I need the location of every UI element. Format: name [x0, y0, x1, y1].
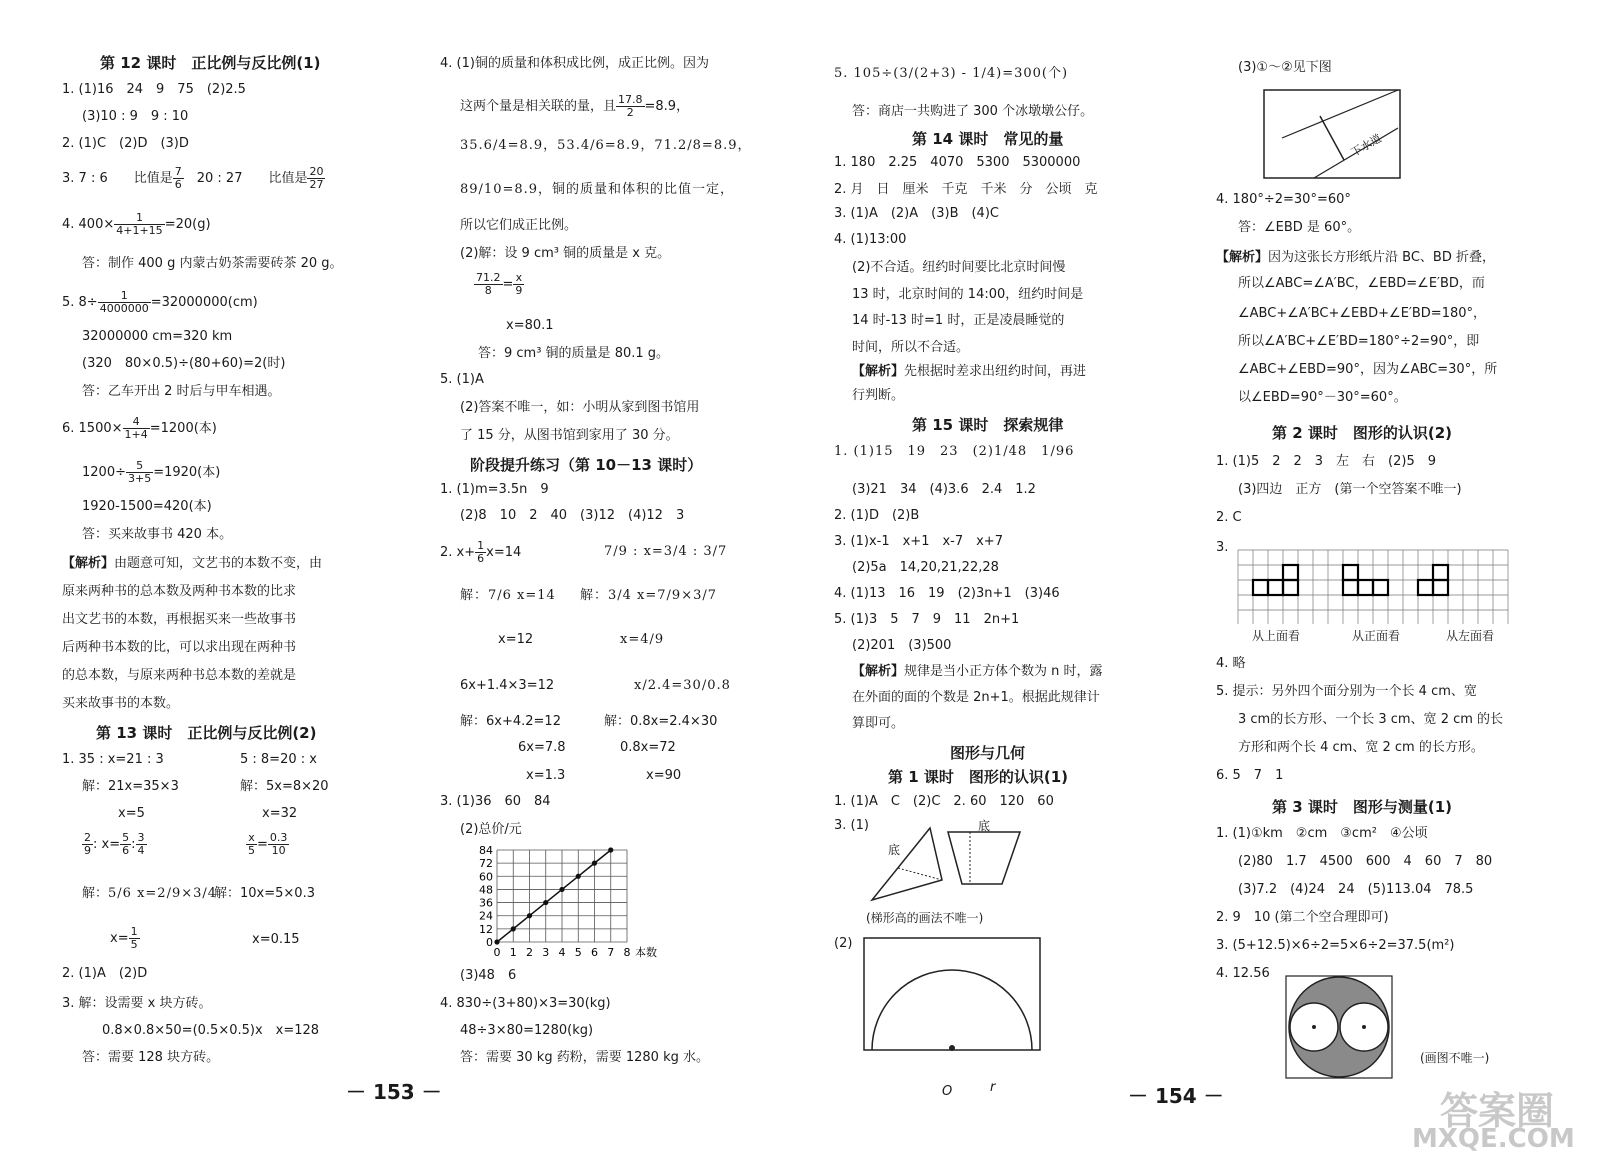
- lesson-14-title: 第 14 课时 常见的量: [912, 130, 1064, 148]
- answer-line: 1. (1)16 24 9 75 (2)2.5: [62, 82, 246, 97]
- answer-line: (3)10 : 9 9 : 10: [82, 109, 189, 124]
- answer-line: 3. 7 : 6 比值是 $\frac{7}{6}$ 20 : 27 比值是 $\frac{20}{27}$: [62, 165, 324, 191]
- answer-line: 1. (1)15 19 23 (2)1/48 1/96: [834, 444, 1075, 459]
- answer-line: $\frac{71.2}{8}$ = $\frac{x}{9}$: [476, 271, 523, 297]
- y-tick-label: 84: [479, 844, 493, 857]
- data-point: [527, 913, 532, 918]
- center-dot: [1312, 1025, 1316, 1029]
- answer-line: x=90: [646, 768, 682, 783]
- x-tick-label: 6: [591, 946, 598, 959]
- x-tick-label: 1: [509, 946, 517, 959]
- answer-line: (2)解：设 9 cm³ 铜的质量是 x 克。: [460, 246, 671, 261]
- answer-line: 14 时-13 时=1 时，正是凌晨睡觉的: [852, 313, 1065, 328]
- answer-line: 5. (1)A: [440, 372, 484, 387]
- answer-line: 0.8x=72: [620, 740, 676, 755]
- page-number: － 154 －: [1128, 1084, 1224, 1108]
- view-square: [1283, 580, 1298, 595]
- answer-line: 所以它们成正比例。: [460, 218, 578, 233]
- data-point: [511, 926, 516, 931]
- answer-line: x= $\frac{1}{5}$: [110, 925, 138, 951]
- view-square: [1358, 580, 1373, 595]
- answer-line: 解：5/6 x=2/9×3/4: [82, 886, 218, 901]
- answer-line: (320 80×0.5)÷(80+60)=2(时): [82, 356, 286, 371]
- figure-caption: (画图不唯一): [1420, 1051, 1490, 1065]
- answer-line: 答：∠EBD 是 60°。: [1238, 220, 1361, 235]
- answer-line: 解：7/6 x=14: [460, 588, 556, 603]
- answer-line: 方形和两个长 4 cm、宽 2 cm 的长方形。: [1238, 740, 1484, 755]
- y-tick-label: 60: [479, 870, 493, 884]
- answer-line: 2. x+ $\frac{1}{6}$ x=14: [440, 539, 522, 565]
- answer-line: 1. (1)m=3.5n 9: [440, 482, 549, 497]
- answer-line: 解：10x=5×0.3: [214, 886, 315, 901]
- answer-line: x=32: [262, 806, 298, 821]
- answer-line: x=12: [498, 632, 534, 647]
- answer-line: 1. 35 : x=21 : 3: [62, 752, 164, 767]
- lesson-13-title: 第 13 课时 正比例与反比例(2): [96, 724, 317, 742]
- watermark-logo: 答案圈: [1440, 1089, 1555, 1133]
- triangle-height: [898, 868, 942, 880]
- answer-line: 时间，所以不合适。: [852, 340, 970, 355]
- lesson-15-title: 第 15 课时 探索规律: [912, 416, 1064, 434]
- analysis-line: 买来故事书的本数。: [62, 696, 180, 711]
- data-point: [543, 900, 548, 905]
- analysis-line: 的总本数，与原来两种书总本数的差就是: [62, 668, 297, 683]
- base-label: 底: [888, 843, 901, 857]
- answer-line: 6x+1.4×3=12: [460, 678, 555, 693]
- view-square: [1268, 580, 1283, 595]
- answer-line: x=5: [118, 806, 145, 821]
- view-square: [1418, 580, 1433, 595]
- answer-line: (2)不合适。纽约时间要比北京时间慢: [852, 260, 1066, 275]
- y-tick-label: 48: [479, 883, 493, 897]
- analysis-line: 所以∠ABC=∠A′BC，∠EBD=∠E′BD，而: [1238, 276, 1485, 291]
- data-point: [576, 874, 581, 879]
- answer-line: (3)21 34 (4)3.6 2.4 1.2: [852, 482, 1036, 497]
- y-tick-label: 72: [479, 857, 493, 871]
- answer-line: (2)5a 14,20,21,22,28: [852, 560, 999, 575]
- answer-line: 3. (1): [834, 818, 869, 833]
- page-number: － 153 －: [346, 1080, 442, 1104]
- answer-line: 3.: [1216, 540, 1229, 555]
- data-point: [494, 939, 499, 944]
- stage-practice-title: 阶段提升练习（第 10－13 课时）: [470, 456, 703, 474]
- answer-line: 5. 105÷(3/(2+3) - 1/4)=300(个): [834, 66, 1069, 81]
- y-tick-label: 12: [479, 922, 493, 936]
- answer-line: (3)48 6: [460, 968, 517, 983]
- analysis-line: ∠ABC+∠A′BC+∠EBD+∠E′BD=180°，: [1238, 306, 1487, 321]
- semicircle-figure: [862, 936, 1044, 1066]
- answer-line: 4. 略: [1216, 656, 1246, 671]
- answer-line: x=0.15: [252, 932, 300, 947]
- watermark-url: MXQE.COM: [1412, 1124, 1575, 1154]
- answer-line: 3. (5+12.5)×6÷2=5×6÷2=37.5(m²): [1216, 938, 1455, 953]
- analysis-line: 后两种书本数的比，可以求出现在两种书: [62, 640, 297, 655]
- analysis-line: 出文艺书的本数，再根据买来一些故事书: [62, 612, 297, 627]
- answer-line: 5 : 8=20 : x: [240, 752, 317, 767]
- answer-line: 1200÷ $\frac{5}{3+5}$ =1920(本): [82, 459, 221, 485]
- answer-line: 1. (1)①km ②cm ③cm² ④公顷: [1216, 826, 1428, 841]
- triangle-trapezoid-figure: [862, 818, 1032, 908]
- analysis-line: 以∠EBD=90°－30°=60°。: [1238, 390, 1407, 405]
- x-tick-label: 4: [558, 946, 566, 959]
- x-tick-label: 0: [493, 946, 501, 959]
- view-square: [1433, 580, 1448, 595]
- x-tick-label: 2: [526, 946, 533, 959]
- center-label: O: [942, 1084, 953, 1099]
- price-line-chart: [455, 840, 685, 965]
- answer-line: $\frac{x}{5}$ = $\frac{0.3}{10}$: [248, 831, 288, 857]
- analysis-line: 行判断。: [852, 388, 905, 403]
- answer-line: 6. 5 7 1: [1216, 768, 1284, 783]
- analysis-line: 所以∠A′BC+∠E′BD=180°÷2=90°，即: [1238, 334, 1480, 349]
- view-label-front: 从正面看: [1352, 629, 1401, 643]
- answer-line: 6. 1500× $\frac{4}{1+4}$ =1200(本): [62, 415, 217, 441]
- answer-line: 解：21x=35×3: [82, 779, 179, 794]
- view-square: [1253, 580, 1268, 595]
- analysis-line: 【解析】先根据时差求出纽约时间，再进: [852, 364, 1087, 379]
- semicircle-arc: [872, 970, 1032, 1050]
- answer-line: x=1.3: [526, 768, 566, 783]
- answer-line: 4. 830÷(3+80)×3=30(kg): [440, 996, 611, 1011]
- answer-line: (2)8 10 2 40 (3)12 (4)12 3: [460, 508, 685, 523]
- data-point: [559, 887, 564, 892]
- answer-line: 89/10=8.9，铜的质量和体积的比值一定，: [460, 182, 735, 197]
- answer-line: 解：5x=8×20: [240, 779, 329, 794]
- answer-line: 3. (1)36 60 84: [440, 794, 551, 809]
- answer-line: (3)①～②见下图: [1238, 60, 1332, 75]
- answer-line: (2)80 1.7 4500 600 4 60 7 80: [1238, 854, 1493, 869]
- answer-line: 答：9 cm³ 铜的质量是 80.1 g。: [478, 346, 670, 361]
- answer-line: 35.6/4=8.9，53.4/6=8.9，71.2/8=8.9，: [460, 138, 752, 153]
- x-tick-label: 8: [623, 946, 631, 959]
- center-point: [949, 1045, 955, 1051]
- geometry-section-title: 图形与几何: [950, 744, 1026, 762]
- road-line: [1282, 90, 1398, 138]
- sewer-figure: [1262, 88, 1404, 182]
- analysis-line: 在外面的面的个数是 2n+1。根据此规律计: [852, 690, 1100, 705]
- answer-line: 3 cm的长方形、一个长 3 cm、宽 2 cm 的长: [1238, 712, 1504, 727]
- answer-line: (3)四边 正方 (第一个空答案不唯一): [1238, 482, 1462, 497]
- x-tick-label: 5: [574, 946, 582, 959]
- answer-line: 答：商店一共购进了 300 个冰墩墩公仔。: [852, 104, 1094, 119]
- geometry-lesson-2-title: 第 2 课时 图形的认识(2): [1272, 424, 1453, 442]
- answer-line: 3. (1)x-1 x+1 x-7 x+7: [834, 534, 1003, 549]
- answer-line: 4. (1)13 16 19 (2)3n+1 (3)46: [834, 586, 1060, 601]
- answer-line: 2. C: [1216, 510, 1242, 525]
- three-views-grid: [1236, 548, 1510, 624]
- triangle-shape: [872, 828, 942, 900]
- view-square: [1373, 580, 1388, 595]
- trapezoid-shape: [948, 832, 1020, 884]
- answer-line: 答：乙车开出 2 时后与甲车相遇。: [82, 384, 281, 399]
- answer-line: x=80.1: [506, 318, 554, 333]
- view-square: [1283, 565, 1298, 580]
- answer-line: 1. (1)5 2 2 3 左 右 (2)5 9: [1216, 454, 1436, 469]
- answer-line: 答：买来故事书 420 本。: [82, 527, 233, 542]
- analysis-line: 算即可。: [852, 716, 905, 731]
- x-tick-label: 7: [607, 946, 615, 959]
- analysis-line: 【解析】因为这张长方形纸片沿 BC、BD 折叠，: [1216, 250, 1495, 265]
- answer-line: 3. 解：设需要 x 块方砖。: [62, 996, 212, 1011]
- answer-line: $\frac{2}{9}$ : x= $\frac{5}{6}$ : $\frac{3}{4}$: [84, 831, 145, 857]
- answer-line: 2. 9 10 (第二个空合理即可): [1216, 910, 1389, 925]
- answer-line: 2. (1)A (2)D: [62, 966, 148, 981]
- view-square: [1343, 565, 1358, 580]
- answer-line: 4. 180°÷2=30°=60°: [1216, 192, 1351, 207]
- chart-ylabel: (2)总价/元: [460, 822, 522, 837]
- answer-line: 解：0.8x=2.4×30: [604, 714, 718, 729]
- analysis-line: 原来两种书的总本数及两种书本数的比求: [62, 584, 297, 599]
- view-square: [1343, 580, 1358, 595]
- answer-line: 2. (1)C (2)D (3)D: [62, 136, 189, 151]
- answer-line: 7/9 : x=3/4 : 3/7: [604, 544, 728, 559]
- data-point: [608, 847, 613, 852]
- answer-line: 1. (1)A C (2)C 2. 60 120 60: [834, 794, 1054, 809]
- answer-line: 5. (1)3 5 7 9 11 2n+1: [834, 612, 1020, 627]
- y-tick-label: 36: [479, 896, 493, 910]
- view-label-left: 从左面看: [1446, 629, 1495, 643]
- answer-line: 了 15 分，从图书馆到家用了 30 分。: [460, 428, 679, 443]
- center-dot: [1362, 1025, 1366, 1029]
- answer-line: 1920-1500=420(本): [82, 499, 212, 514]
- answer-line: 4. (1)铜的质量和体积成比例，成正比例。因为: [440, 56, 709, 71]
- answer-line: 2. 月 日 厘米 千克 千米 分 公顷 克: [834, 182, 1098, 197]
- data-point: [592, 861, 597, 866]
- answer-line: (2)答案不唯一，如：小明从家到图书馆用: [460, 400, 700, 415]
- answer-line: 答：需要 30 kg 药粉，需要 1280 kg 水。: [460, 1050, 709, 1065]
- geometry-lesson-3-title: 第 3 课时 图形与测量(1): [1272, 798, 1453, 816]
- answer-line: x/2.4=30/0.8: [634, 678, 731, 693]
- analysis-line: ∠ABC+∠EBD=90°，因为∠ABC=30°，所: [1238, 362, 1498, 377]
- answer-line: (3)7.2 (4)24 24 (5)113.04 78.5: [1238, 882, 1474, 897]
- view-label-top: 从上面看: [1252, 629, 1301, 643]
- answer-line: 5. 提示：另外四个面分别为一个长 4 cm、宽: [1216, 684, 1477, 699]
- y-tick-label: 24: [479, 909, 493, 923]
- circles-figure: [1284, 974, 1396, 1082]
- rectangle-frame: [864, 938, 1040, 1050]
- radius-label: r: [990, 1080, 996, 1095]
- sewer-label: 下水道: [1348, 131, 1384, 160]
- geometry-lesson-1-title: 第 1 课时 图形的认识(1): [888, 768, 1069, 786]
- answer-line: 32000000 cm=320 km: [82, 329, 233, 344]
- answer-line: 2. (1)D (2)B: [834, 508, 920, 523]
- figure-caption: (梯形高的画法不唯一): [866, 911, 984, 925]
- answer-line: 答：制作 400 g 内蒙古奶茶需要砖茶 20 g。: [82, 256, 343, 271]
- answer-line: 4. 12.56: [1216, 966, 1270, 981]
- analysis-line: 【解析】由题意可知，文艺书的本数不变，由: [62, 556, 323, 571]
- figure-frame: [1264, 90, 1400, 178]
- answer-line: 13 时，北京时间的 14:00，纽约时间是: [852, 287, 1084, 302]
- lesson-12-title: 第 12 课时 正比例与反比例(1): [100, 54, 321, 72]
- analysis-line: 【解析】规律是当小正方体个数为 n 时，露: [852, 664, 1103, 679]
- answer-line: (2)201 (3)500: [852, 638, 952, 653]
- answer-line: x=4/9: [620, 632, 665, 647]
- base-label: 底: [978, 819, 991, 833]
- perpendicular-line: [1320, 116, 1344, 160]
- answer-line: 4. (1)13:00: [834, 232, 907, 247]
- x-axis-label: 本数: [635, 946, 657, 959]
- view-square: [1433, 565, 1448, 580]
- answer-line: (2): [834, 936, 853, 951]
- answer-line: 4. 400× $\frac{1}{4+1+15}$ =20(g): [62, 211, 211, 237]
- answer-line: 答：需要 128 块方砖。: [82, 1050, 220, 1065]
- answer-line: 6x=7.8: [518, 740, 566, 755]
- answer-line: 1. 180 2.25 4070 5300 5300000: [834, 155, 1081, 170]
- answer-line: 解：3/4 x=7/9×3/7: [580, 588, 718, 603]
- answer-line: 5. 8÷ $\frac{1}{4000000}$ =32000000(cm): [62, 289, 258, 315]
- answer-line: 48÷3×80=1280(kg): [460, 1023, 594, 1038]
- x-tick-label: 3: [542, 946, 550, 959]
- answer-line: 3. (1)A (2)A (3)B (4)C: [834, 206, 999, 221]
- answer-line: 0.8×0.8×50=(0.5×0.5)x x=128: [102, 1023, 320, 1038]
- answer-line: 这两个量是相关联的量，且 $\frac{17.8}{2}$ =8.9，: [460, 93, 690, 119]
- y-tick-label: 0: [486, 936, 493, 949]
- answer-line: 解：6x+4.2=12: [460, 714, 561, 729]
